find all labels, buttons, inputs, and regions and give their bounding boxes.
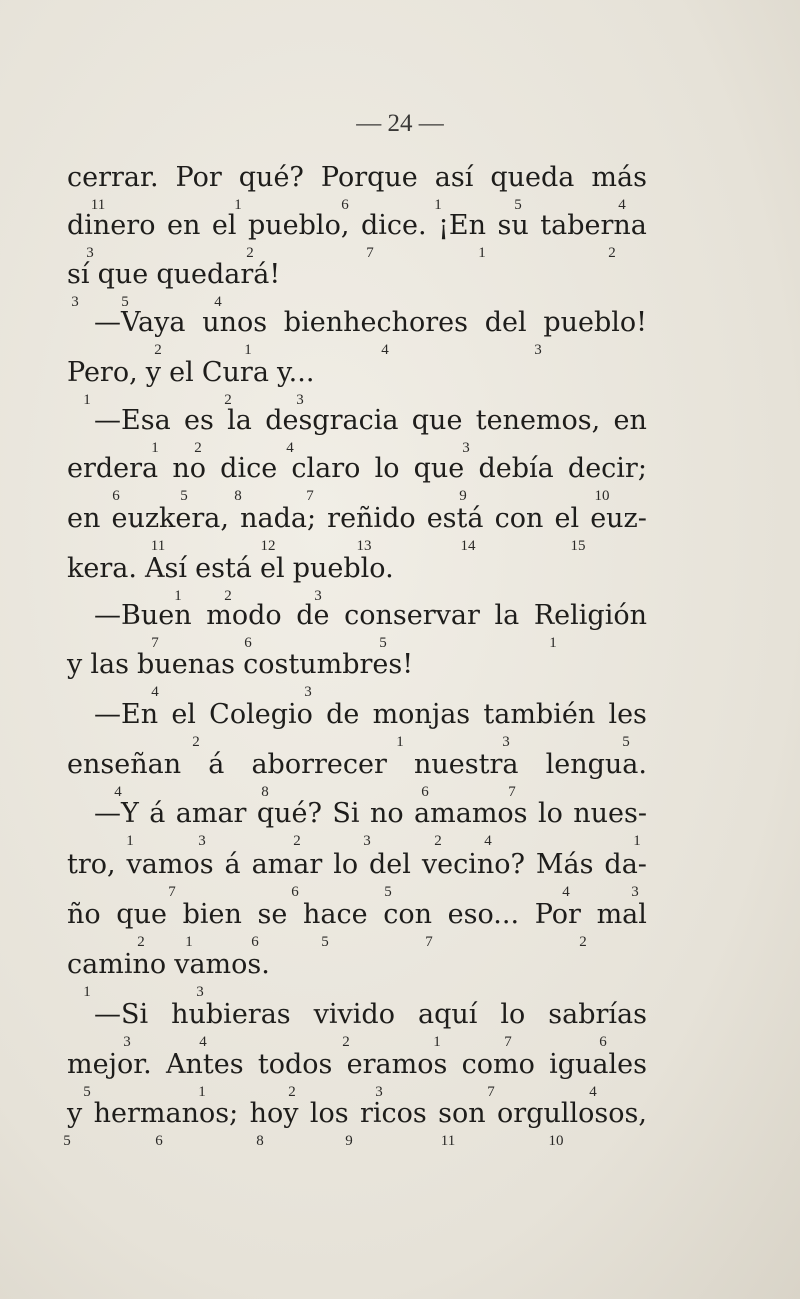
word: el — [211, 210, 237, 241]
word-order-number: 3 — [363, 833, 371, 849]
word-order-number: 11 — [150, 538, 166, 554]
word: Más — [535, 849, 594, 880]
word-order-number: 2 — [579, 934, 587, 950]
word: iguales — [549, 1049, 647, 1080]
word: Por — [175, 162, 222, 193]
word-order-number: 3 — [296, 392, 304, 408]
word: dice. — [360, 210, 427, 241]
word-order-number: 2 — [224, 588, 232, 604]
word: qué? — [238, 162, 304, 193]
word: los — [309, 1098, 349, 1129]
word: dice — [220, 453, 278, 484]
word: que — [411, 405, 463, 436]
word: y — [67, 649, 83, 680]
word-order-number: 8 — [261, 784, 269, 800]
word-order-number: 8 — [234, 488, 242, 504]
word-order-number: 3 — [71, 294, 79, 310]
word-order-number: 1 — [633, 833, 641, 849]
word: mal — [596, 899, 647, 930]
word-order-number: 11 — [90, 197, 106, 213]
word: hubieras — [171, 999, 291, 1030]
word-order-number: 4 — [589, 1084, 597, 1100]
word: de — [296, 600, 330, 631]
word: en — [166, 210, 201, 241]
text-line — [94, 995, 647, 1035]
word: y... — [277, 357, 315, 388]
text-line — [94, 401, 647, 441]
word: kera. — [67, 553, 137, 584]
word: —Si — [94, 999, 149, 1030]
word-order-number: 4 — [151, 684, 159, 700]
word: lo — [374, 453, 400, 484]
word-order-number: 6 — [341, 197, 349, 213]
text-line — [67, 645, 647, 685]
word-order-number: 6 — [251, 934, 259, 950]
word: y — [145, 357, 162, 388]
word-order-number: 1 — [434, 197, 442, 213]
word: dinero — [67, 210, 156, 241]
word-order-number: 4 — [214, 294, 222, 310]
word: sí — [67, 259, 90, 290]
word-order-number: 4 — [381, 342, 389, 358]
word: vivido — [313, 999, 395, 1030]
word: Por — [534, 899, 581, 930]
text-line — [67, 549, 647, 589]
word-order-number: 1 — [126, 833, 134, 849]
word: que — [413, 453, 465, 484]
word: amar — [251, 849, 323, 880]
text-line — [67, 353, 647, 393]
text-line — [67, 1045, 647, 1085]
word-order-number: 3 — [123, 1034, 131, 1050]
word: con — [494, 503, 544, 534]
word: —Esa — [94, 405, 171, 436]
word: vamos. — [174, 949, 270, 980]
word: hermanos; — [93, 1098, 239, 1129]
text-line — [67, 449, 647, 489]
word-order-number: 2 — [342, 1034, 350, 1050]
word-order-number: 7 — [366, 245, 374, 261]
word-order-number: 3 — [314, 588, 322, 604]
word-order-number: 2 — [192, 734, 200, 750]
word-order-number: 4 — [199, 1034, 207, 1050]
word: en — [67, 503, 101, 534]
word: el — [554, 503, 580, 534]
word: taberna — [540, 210, 647, 241]
word: —Y — [94, 798, 139, 829]
word: Religión — [533, 600, 647, 631]
word: bienhechores — [283, 307, 468, 338]
word: del — [484, 307, 527, 338]
word-order-number: 1 — [185, 934, 193, 950]
word: Porque — [320, 162, 418, 193]
word: eramos — [346, 1049, 448, 1080]
word-order-number: 6 — [155, 1133, 163, 1149]
word: Antes — [166, 1049, 244, 1080]
word: aquí — [417, 999, 478, 1030]
word-order-number: 7 — [508, 784, 516, 800]
word: la — [227, 405, 252, 436]
word: orgullosos, — [497, 1098, 647, 1129]
word: el — [260, 553, 285, 584]
word: que — [97, 259, 149, 290]
word: con — [383, 899, 433, 930]
word-order-number: 4 — [114, 784, 122, 800]
word-order-number: 1 — [234, 197, 242, 213]
word-order-number: 3 — [462, 440, 470, 456]
word: reñido — [327, 503, 416, 534]
word-order-number: 2 — [293, 833, 301, 849]
word-order-number: 7 — [504, 1034, 512, 1050]
word-order-number: 4 — [286, 440, 294, 456]
word: pueblo, — [248, 210, 350, 241]
text-line — [67, 1094, 647, 1134]
word: nada; — [240, 503, 317, 534]
word: todos — [257, 1049, 333, 1080]
word-order-number: 4 — [618, 197, 626, 213]
word-order-number: 7 — [306, 488, 314, 504]
word: mejor. — [67, 1049, 152, 1080]
word-order-number: 5 — [622, 734, 630, 750]
word: vamos — [126, 849, 214, 880]
word-order-number: 10 — [594, 488, 610, 504]
word: da- — [604, 849, 647, 880]
text-line — [67, 255, 647, 295]
word-order-number: 1 — [244, 342, 252, 358]
word: está — [426, 503, 484, 534]
word: y — [67, 1098, 83, 1129]
word: desgracia — [265, 405, 399, 436]
word-order-number: 8 — [256, 1133, 264, 1149]
page-number: — 24 — — [356, 110, 444, 137]
word-order-number: 1 — [198, 1084, 206, 1100]
word: hace — [303, 899, 368, 930]
word-order-number: 7 — [487, 1084, 495, 1100]
word: no — [369, 798, 404, 829]
word: á — [149, 798, 166, 829]
word-order-number: 6 — [291, 884, 299, 900]
word-order-number: 1 — [433, 1034, 441, 1050]
word: tro, — [67, 849, 116, 880]
word-order-number: 3 — [534, 342, 542, 358]
word-order-number: 3 — [304, 684, 312, 700]
word-order-number: 1 — [83, 984, 91, 1000]
word-order-number: 2 — [434, 833, 442, 849]
text-line — [67, 158, 647, 198]
word-order-number: 2 — [137, 934, 145, 950]
word-order-number: 5 — [384, 884, 392, 900]
word-order-number: 2 — [224, 392, 232, 408]
word-order-number: 9 — [459, 488, 467, 504]
word-order-number: 3 — [502, 734, 510, 750]
word: bien — [182, 899, 242, 930]
word-order-number: 13 — [356, 538, 372, 554]
word: lengua. — [545, 749, 647, 780]
word: hoy — [249, 1098, 299, 1129]
word-order-number: 6 — [112, 488, 120, 504]
word: queda — [490, 162, 575, 193]
word: ricos — [360, 1098, 427, 1129]
word: del — [369, 849, 411, 880]
word: ño — [67, 899, 101, 930]
text-line — [67, 745, 647, 785]
word: Pero, — [67, 357, 138, 388]
word-order-number: 1 — [83, 392, 91, 408]
word-order-number: 1 — [396, 734, 404, 750]
text-line — [67, 945, 647, 985]
word-order-number: 2 — [608, 245, 616, 261]
word: conservar — [344, 600, 480, 631]
word-order-number: 15 — [570, 538, 586, 554]
word-order-number: 11 — [440, 1133, 456, 1149]
word: enseñan — [67, 749, 182, 780]
word: Colegio — [209, 699, 313, 730]
word: más — [591, 162, 647, 193]
word: pueblo! — [543, 307, 647, 338]
word-order-number: 2 — [154, 342, 162, 358]
word: costumbres! — [243, 649, 414, 680]
word: euz- — [590, 503, 647, 534]
word-order-number: 9 — [345, 1133, 353, 1149]
word: aborrecer — [251, 749, 387, 780]
word: es — [183, 405, 214, 436]
word: amamos — [414, 798, 528, 829]
word: también — [483, 699, 596, 730]
word-order-number: 6 — [421, 784, 429, 800]
text-line — [94, 303, 647, 343]
word: la — [494, 600, 520, 631]
word-order-number: 2 — [194, 440, 202, 456]
word: á — [224, 849, 241, 880]
word: cerrar. — [67, 162, 159, 193]
word-order-number: 14 — [460, 538, 476, 554]
text-line — [67, 206, 647, 246]
word-order-number: 3 — [196, 984, 204, 1000]
word: ¡En — [438, 210, 487, 241]
word: buenas — [137, 649, 236, 680]
word-order-number: 5 — [379, 635, 387, 651]
word: erdera — [67, 453, 159, 484]
word: Cura — [201, 357, 269, 388]
word-order-number: 4 — [562, 884, 570, 900]
word: el — [169, 357, 194, 388]
word: así — [434, 162, 474, 193]
word: unos — [202, 307, 268, 338]
word: amar — [175, 798, 247, 829]
word: que — [116, 899, 167, 930]
word: tenemos, — [475, 405, 601, 436]
word: de — [326, 699, 360, 730]
word: lo — [500, 999, 526, 1030]
word-order-number: 3 — [375, 1084, 383, 1100]
word: como — [461, 1049, 535, 1080]
word: monjas — [372, 699, 471, 730]
word: —Vaya — [94, 307, 186, 338]
word-order-number: 2 — [288, 1084, 296, 1100]
word: euzkera, — [111, 503, 229, 534]
word-order-number: 5 — [63, 1133, 71, 1149]
word-order-number: 5 — [514, 197, 522, 213]
word: qué? — [256, 798, 323, 829]
word: decir; — [567, 453, 647, 484]
word: las — [90, 649, 129, 680]
word: el — [171, 699, 196, 730]
word-order-number: 12 — [260, 538, 276, 554]
word-order-number: 7 — [425, 934, 433, 950]
word: —En — [94, 699, 159, 730]
word: en — [613, 405, 647, 436]
word: claro — [291, 453, 361, 484]
word: su — [497, 210, 529, 241]
word-order-number: 3 — [631, 884, 639, 900]
word-order-number: 5 — [180, 488, 188, 504]
word-order-number: 10 — [548, 1133, 564, 1149]
word-order-number: 4 — [484, 833, 492, 849]
word: lo — [537, 798, 563, 829]
word: —Buen — [94, 600, 192, 631]
text-line — [94, 794, 647, 834]
word: sabrías — [548, 999, 647, 1030]
word-order-number: 6 — [244, 635, 252, 651]
word-order-number: 3 — [86, 245, 94, 261]
word-order-number: 1 — [478, 245, 486, 261]
word: nues- — [573, 798, 647, 829]
word-order-number: 2 — [246, 245, 254, 261]
word-order-number: 3 — [198, 833, 206, 849]
word-order-number: 6 — [599, 1034, 607, 1050]
word: Si — [332, 798, 360, 829]
text-line — [67, 895, 647, 935]
word: á — [208, 749, 225, 780]
word: eso... — [447, 899, 520, 930]
word-order-number: 5 — [121, 294, 129, 310]
text-line — [67, 499, 647, 539]
text-line — [67, 845, 647, 885]
word: lo — [333, 849, 359, 880]
word-order-number: 5 — [83, 1084, 91, 1100]
word: está — [195, 553, 252, 584]
word: pueblo. — [292, 553, 394, 584]
word-order-number: 7 — [168, 884, 176, 900]
text-line — [94, 596, 647, 636]
word: Así — [145, 553, 188, 584]
word-order-number: 1 — [174, 588, 182, 604]
word-order-number: 7 — [151, 635, 159, 651]
text-line — [94, 695, 647, 735]
word: no — [172, 453, 206, 484]
word: se — [257, 899, 288, 930]
word: son — [438, 1098, 486, 1129]
word: debía — [478, 453, 554, 484]
word-order-number: 1 — [151, 440, 159, 456]
word: les — [608, 699, 647, 730]
word: camino — [67, 949, 167, 980]
word: modo — [206, 600, 282, 631]
word-order-numbers — [0, 1132, 800, 1150]
word: quedará! — [156, 259, 281, 290]
word: nuestra — [414, 749, 519, 780]
word: vecino? — [421, 849, 525, 880]
word-order-number: 1 — [549, 635, 557, 651]
word-order-number: 5 — [321, 934, 329, 950]
